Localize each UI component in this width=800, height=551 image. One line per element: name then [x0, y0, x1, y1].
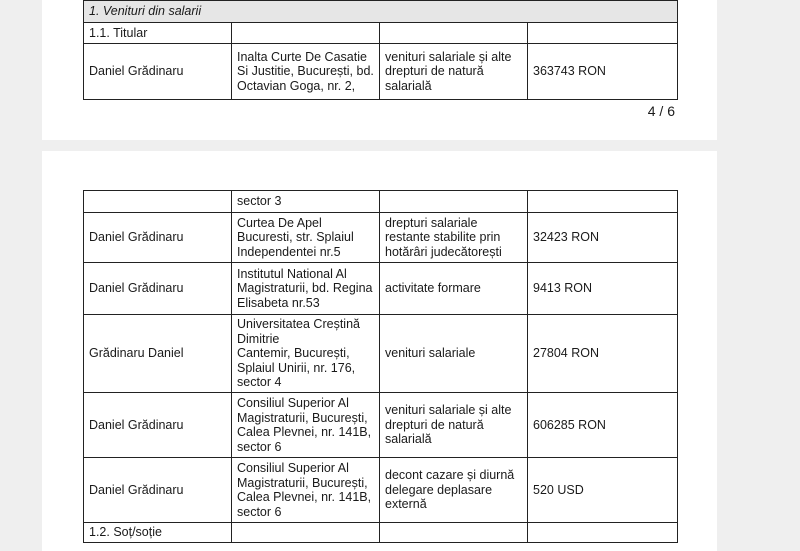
- service-cell: [380, 315, 528, 393]
- beneficiary-cell: Daniel Grădinaru: [84, 393, 232, 458]
- subsection-title: 1.2. Soț/soție: [84, 523, 232, 543]
- income-cell: 27804 RON: [528, 315, 678, 393]
- source-line: Bucuresti, str. Splaiul: [237, 230, 354, 245]
- source-line: Octavian Goga, nr. 2,: [237, 78, 356, 93]
- table-row: [84, 315, 678, 393]
- service-line: restante stabilite prin: [385, 230, 501, 245]
- service-line: activitate formare: [385, 281, 481, 296]
- income-cell: 363743 RON: [528, 44, 678, 100]
- source-line: Calea Plevnei, nr. 141B,: [237, 425, 372, 439]
- service-cell: [380, 213, 528, 263]
- service-line: venituri salariale și alte: [385, 49, 512, 64]
- source-line: Inalta Curte De Casatie: [237, 49, 367, 64]
- table-row: [84, 263, 678, 315]
- source-cell: [232, 458, 380, 523]
- source-line: Magistraturii, București,: [237, 410, 368, 425]
- source-cell: [232, 191, 380, 213]
- empty-cell: [232, 23, 380, 44]
- service-line: venituri salariale și alte: [385, 403, 512, 418]
- beneficiary-cell: Daniel Grădinaru: [84, 458, 232, 523]
- source-line: Magistraturii, București,: [237, 475, 368, 490]
- service-line: drepturi salariale: [385, 215, 478, 230]
- table-row: [84, 213, 678, 263]
- empty-cell: [528, 191, 678, 213]
- source-line: Elisabeta nr.53: [237, 295, 320, 310]
- service-line: externă: [385, 497, 427, 512]
- source-cell: [232, 213, 380, 263]
- source-line: sector 6: [237, 504, 282, 519]
- table-row: [84, 44, 678, 100]
- source-line: sector 3: [237, 194, 282, 209]
- source-line: Dimitrie: [237, 331, 280, 346]
- income-cell: 9413 RON: [528, 263, 678, 315]
- document-page-5: [42, 151, 717, 551]
- document-page-4: [42, 0, 717, 140]
- source-line: Institutul National Al: [237, 266, 347, 281]
- service-line: drepturi de natură: [385, 64, 484, 79]
- section-title: 1. Venituri din salarii: [84, 1, 678, 23]
- service-cell: [380, 458, 528, 523]
- service-line: delegare deplasare: [385, 482, 493, 497]
- beneficiary-cell: Daniel Grădinaru: [84, 263, 232, 315]
- page-number: 4 / 6: [647, 103, 675, 119]
- service-line: drepturi de natură: [385, 417, 484, 432]
- empty-cell: [380, 23, 528, 44]
- beneficiary-cell: Grădinaru Daniel: [84, 315, 232, 393]
- source-line: Consiliul Superior Al: [237, 396, 349, 410]
- source-line: Calea Plevnei, nr. 141B,: [237, 490, 372, 504]
- empty-cell: [380, 191, 528, 213]
- income-cell: 520 USD: [528, 458, 678, 523]
- source-line: Independentei nr.5: [237, 244, 341, 259]
- source-line: Curtea De Apel: [237, 215, 322, 230]
- income-cell: 32423 RON: [528, 213, 678, 263]
- source-line: sector 6: [237, 439, 282, 454]
- table-row: [84, 458, 678, 523]
- source-line: Universitatea Creștină: [237, 317, 360, 332]
- section-header-row: [84, 1, 678, 23]
- income-table-page-4: [83, 0, 678, 100]
- income-table-page-5: [83, 190, 678, 543]
- service-line: salarială: [385, 78, 432, 93]
- continuation-row: [84, 191, 678, 213]
- empty-cell: [84, 191, 232, 213]
- beneficiary-cell: Daniel Grădinaru: [84, 213, 232, 263]
- income-cell: 606285 RON: [528, 393, 678, 458]
- table-row: [84, 393, 678, 458]
- source-line: Cantemir, București,: [237, 346, 350, 361]
- service-line: salarială: [385, 432, 432, 447]
- source-line: Si Justitie, București, bd.: [237, 64, 374, 79]
- source-cell: [232, 315, 380, 393]
- subsection-title: 1.1. Titular: [84, 23, 232, 44]
- source-line: Splaiul Unirii, nr. 176,: [237, 360, 356, 375]
- service-cell: [380, 44, 528, 100]
- service-cell: [380, 263, 528, 315]
- source-line: Magistraturii, bd. Regina: [237, 281, 373, 296]
- service-line: decont cazare și diurnă: [385, 468, 515, 483]
- subsection-row: [84, 23, 678, 44]
- source-cell: [232, 44, 380, 100]
- source-line: sector 4: [237, 375, 282, 390]
- source-line: Consiliul Superior Al: [237, 461, 349, 475]
- source-cell: [232, 393, 380, 458]
- empty-cell: [528, 23, 678, 44]
- service-line: venituri salariale: [385, 346, 476, 361]
- source-cell: [232, 263, 380, 315]
- service-cell: [380, 393, 528, 458]
- service-line: hotărâri judecătorești: [385, 244, 502, 259]
- beneficiary-cell: Daniel Grădinaru: [84, 44, 232, 100]
